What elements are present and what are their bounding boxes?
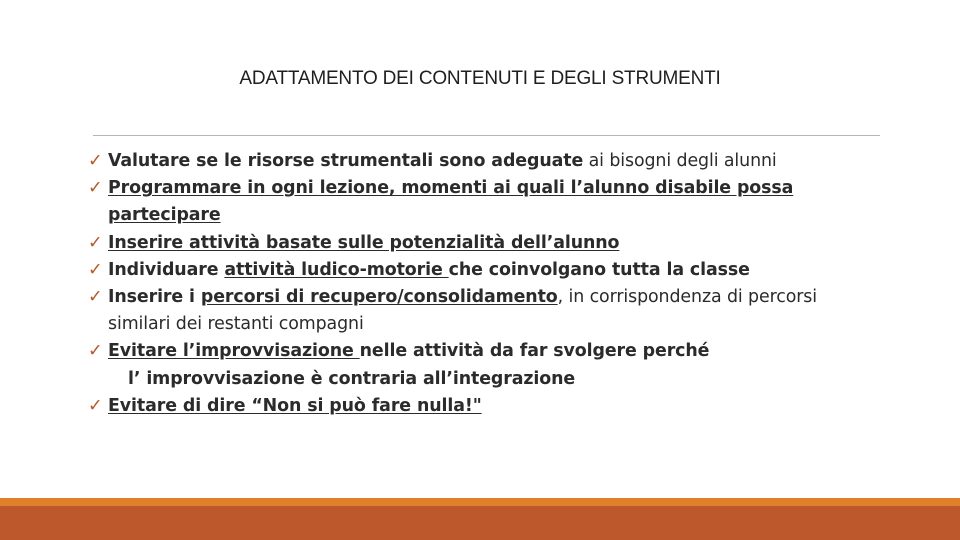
checkmark-icon: ✓: [88, 232, 103, 253]
bullet-text-bold-underlined: percorsi di recupero/consolidamento: [200, 287, 558, 308]
list-item: [88, 148, 888, 175]
bullet-text-bold: Individuare: [108, 259, 225, 280]
checkmark-icon: ✓: [88, 178, 103, 199]
bullet-text-bold-underlined: Programmare in ogni lezione, momenti ai quali l’alunno disabile possa: [108, 178, 794, 199]
bullet-text-continuation: l’ improvvisazione è contraria all’integrazione: [128, 368, 576, 389]
footer-accent-bar: [0, 498, 960, 506]
bullet-text-continuation: similari dei restanti compagni: [108, 314, 364, 335]
bullet-text-bold: Valutare se le risorse strumentali sono adeguate: [108, 151, 584, 171]
bullet-text-bold: Inserire i: [108, 287, 201, 308]
bullet-list: [88, 148, 888, 420]
checkmark-icon: ✓: [88, 395, 103, 416]
bullet-text-continuation: partecipare: [108, 205, 221, 226]
bullet-text: , in corrispondenza di percorsi: [557, 287, 818, 308]
list-item: [88, 284, 888, 338]
checkmark-icon: ✓: [88, 287, 103, 308]
list-item: [88, 338, 888, 392]
bullet-text-bold-underlined: attività ludico-motorie: [224, 259, 449, 280]
checkmark-icon: ✓: [88, 259, 103, 280]
bullet-text: ai bisogni degli alunni: [583, 151, 777, 171]
title-divider: [93, 135, 880, 136]
slide-title: ADATTAMENTO DEI CONTENUTI E DEGLI STRUMENTI: [239, 68, 721, 89]
bullet-text-bold-underlined: Inserire attività basate sulle potenzialità dell’alunno: [108, 232, 620, 253]
list-item: [88, 257, 888, 284]
checkmark-icon: ✓: [88, 341, 103, 362]
list-item: [88, 393, 888, 420]
checkmark-icon: ✓: [88, 151, 103, 171]
bullet-text-bold-underlined: Evitare l’improvvisazione: [108, 341, 360, 362]
list-item: [88, 175, 888, 229]
footer-bar: [0, 506, 960, 540]
list-item: [88, 230, 888, 257]
bullet-text-bold-underlined: Evitare di dire “Non si può fare nulla!": [108, 395, 482, 416]
bullet-text-bold: nelle attività da far svolgere perché: [359, 341, 710, 362]
bullet-text-bold: che coinvolgano tutta la classe: [448, 259, 750, 280]
